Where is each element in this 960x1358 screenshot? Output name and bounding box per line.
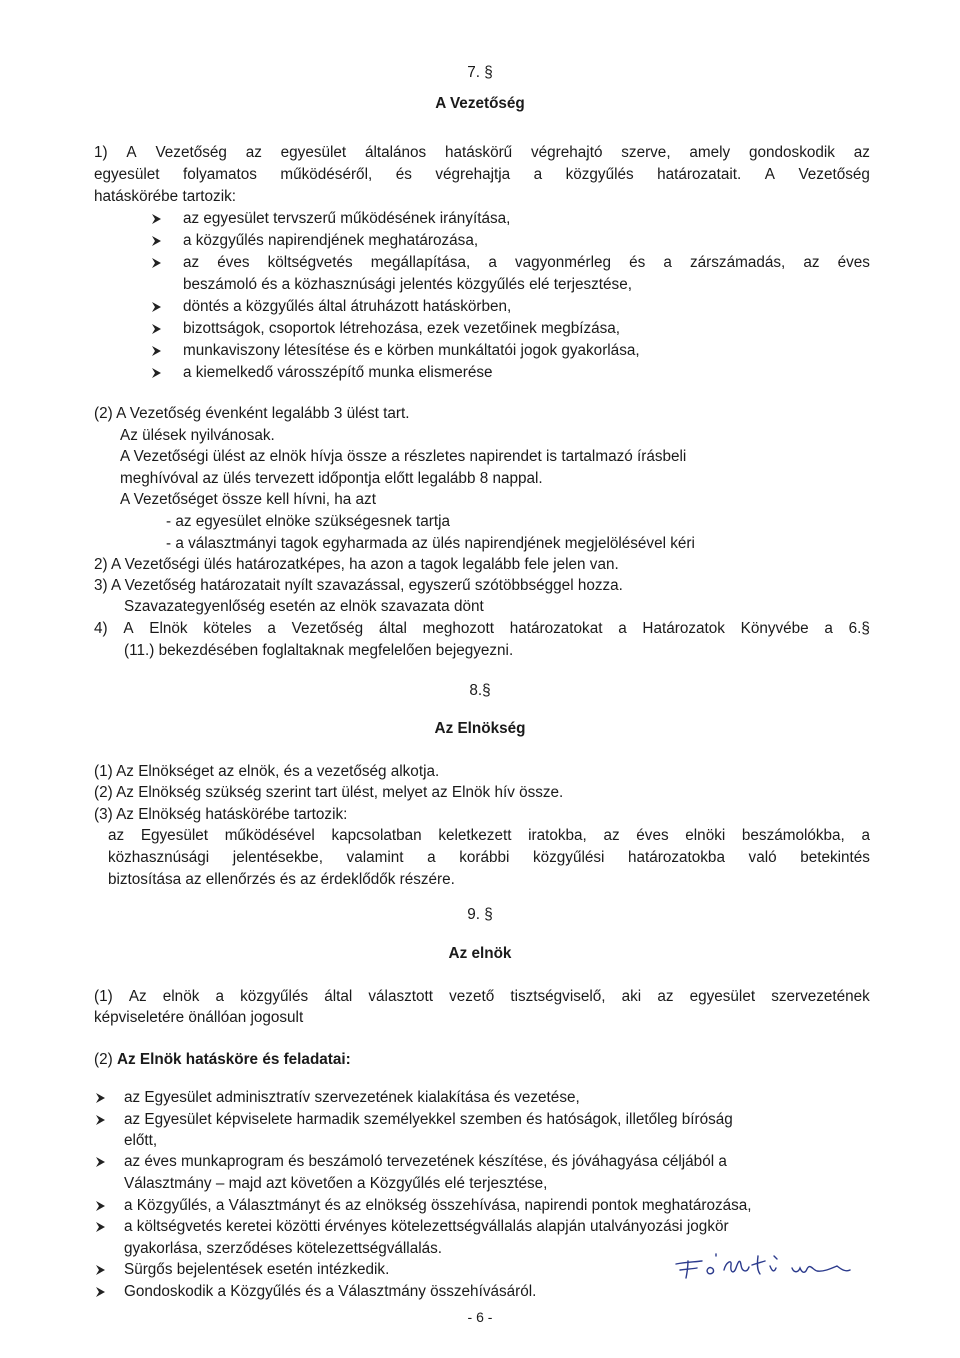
s9-p1-line: képviseletére önállóan jogosult — [94, 1009, 304, 1026]
arrow-bullet-icon — [152, 368, 161, 378]
s7-p1-line-0: 1) A Vezetőség az egyesület általános hatáskörű végrehajtó szerve, amely gondoskodik az — [94, 144, 870, 161]
section-9-title: Az elnök — [448, 945, 512, 962]
arrow-bullet-icon — [96, 1222, 105, 1232]
s9-bullet: a Közgyűlés, a Választmányt és az elnökség összehívása, napirendi pontok meghatározása, — [124, 1197, 752, 1214]
s9-p2-bold-title: Az Elnök hatásköre és feladatai: — [116, 1051, 351, 1068]
arrow-bullet-icon — [152, 236, 161, 246]
s9-p2-heading — [94, 1050, 351, 1070]
arrow-bullet-icon — [152, 324, 161, 334]
s9-bullet: Gondoskodik a Közgyűlés és a Választmány összehívásáról. — [124, 1283, 537, 1300]
arrow-bullet-icon — [96, 1265, 105, 1275]
s8-line: az Egyesület működésével kapcsolatban keletkezett iratokba, az éves elnöki beszámolókba, a — [108, 827, 870, 844]
s7-p2-line: meghívóval az ülés tervezett időpontja előtt legalább 8 nappal. — [120, 470, 543, 487]
handwritten-signature — [672, 1232, 872, 1287]
s9-bullet: a költségvetés keretei közötti érvényes kötelezettségvállalás alapján utalványozási jogkör — [124, 1218, 729, 1235]
section-8-heading: 8.§ — [469, 682, 491, 699]
s7-p2-dash-item: - a választmányi tagok egyharmada az ülés napirendjének megjelölésével kéri — [166, 535, 695, 552]
s7-p2-line: 4) A Elnök köteles a Vezetőség által meghozott határozatokat a Határozatok Könyvébe a 6.§ — [94, 620, 870, 637]
s7-bullet: munkaviszony létesítése és e körben munkáltatói jogok gyakorlása, — [183, 342, 640, 359]
arrow-bullet-icon — [96, 1201, 105, 1211]
s7-bullet: döntés a közgyűlés által átruházott hatáskörben, — [183, 298, 512, 315]
s8-line: (1) Az Elnökséget az elnök, és a vezetőség alkotja. — [94, 763, 440, 780]
page-number: - 6 - — [467, 1309, 493, 1325]
s7-p1-line-2: hatáskörébe tartozik: — [94, 188, 236, 205]
s7-p2-dash-item: - az egyesület elnöke szükségesnek tartja — [166, 513, 451, 530]
section-7-heading: 7. § — [467, 64, 493, 81]
s7-p2-line: A Vezetőséget össze kell hívni, ha azt — [120, 491, 376, 508]
arrow-bullet-icon — [96, 1093, 105, 1103]
arrow-bullet-icon — [152, 302, 161, 312]
s8-line: közhasznúsági jelentésekbe, valamint a korábbi közgyűlési határozatokba való betekintés — [108, 849, 870, 866]
arrow-bullet-icon — [152, 258, 161, 268]
arrow-bullet-icon — [152, 346, 161, 356]
s9-bullet-cont: előtt, — [124, 1132, 158, 1149]
s7-p2-line: 2) A Vezetőségi ülés határozatképes, ha azon a tagok legalább fele jelen van. — [94, 556, 619, 573]
s9-bullet: az éves munkaprogram és beszámoló tervezetének készítése, és jóváhagyása céljából a — [124, 1153, 727, 1170]
arrow-bullet-icon — [152, 214, 161, 224]
s7-p1-line-1: egyesület folyamatos működéséről, és végrehajtja a közgyűlés határozatait. A Vezetőség — [94, 166, 870, 183]
s7-bullet: a kiemelkedő városszépítő munka elismerése — [183, 364, 493, 381]
s7-p2-line: Szavazategyenlőség esetén az elnök szavazata dönt — [124, 598, 484, 615]
s7-bullet: a közgyűlés napirendjének meghatározása, — [183, 232, 479, 249]
arrow-bullet-icon — [96, 1287, 105, 1297]
s8-line: (3) Az Elnökség hatáskörébe tartozik: — [94, 806, 348, 823]
s7-bullet: bizottságok, csoportok létrehozása, ezek vezetőinek megbízása, — [183, 320, 621, 337]
s9-bullet: az Egyesület adminisztratív szervezetének kialakítása és vezetése, — [124, 1089, 580, 1106]
section-7-title: A Vezetőség — [435, 95, 525, 112]
arrow-bullet-icon — [96, 1157, 105, 1167]
arrow-bullet-icon — [96, 1115, 105, 1125]
s9-p1-line: (1) Az elnök a közgyűlés által választott vezető tisztségviselő, aki az egyesület szervezetének — [94, 988, 870, 1005]
s7-p2-line: Az ülések nyilvánosak. — [120, 427, 275, 444]
s8-line: (2) Az Elnökség szükség szerint tart ülést, melyet az Elnök hív össze. — [94, 784, 564, 801]
s7-bullet-cont: beszámoló és a közhasznúsági jelentés közgyűlés elé terjesztése, — [183, 276, 632, 293]
s9-bullet-cont: Választmány – majd azt követően a Közgyűlés elé terjesztése, — [124, 1175, 548, 1192]
section-8-title: Az Elnökség — [434, 720, 526, 737]
s9-bullet: Sürgős bejelentések esetén intézkedik. — [124, 1261, 390, 1278]
s7-p2-line: 3) A Vezetőség határozatait nyílt szavazással, egyszerű szótöbbséggel hozza. — [94, 577, 623, 594]
s7-p2-line: (11.) bekezdésében foglaltaknak megfelelően bejegyezni. — [124, 642, 514, 659]
s7-bullet: az egyesület tervszerű működésének irányítása, — [183, 210, 511, 227]
s7-p2-line: A Vezetőségi ülést az elnök hívja össze a részletes napirendet is tartalmazó írásbeli — [120, 448, 687, 465]
s7-bullet: az éves költségvetés megállapítása, a vagyonmérleg és a zárszámadás, az éves — [183, 254, 870, 271]
s8-line: biztosítása az ellenőrzés és az érdeklődők részére. — [108, 871, 455, 888]
s7-p2-line: (2) A Vezetőség évenként legalább 3 ülést tart. — [94, 405, 410, 422]
s9-bullet: az Egyesület képviselete harmadik személyekkel szemben és hatóságok, illetőleg bíróság — [124, 1111, 733, 1128]
section-9-heading: 9. § — [467, 906, 493, 923]
s9-bullet-cont: gyakorlása, szerződéses kötelezettségvállalás. — [124, 1240, 443, 1257]
s9-p2-number: (2) — [94, 1051, 117, 1068]
